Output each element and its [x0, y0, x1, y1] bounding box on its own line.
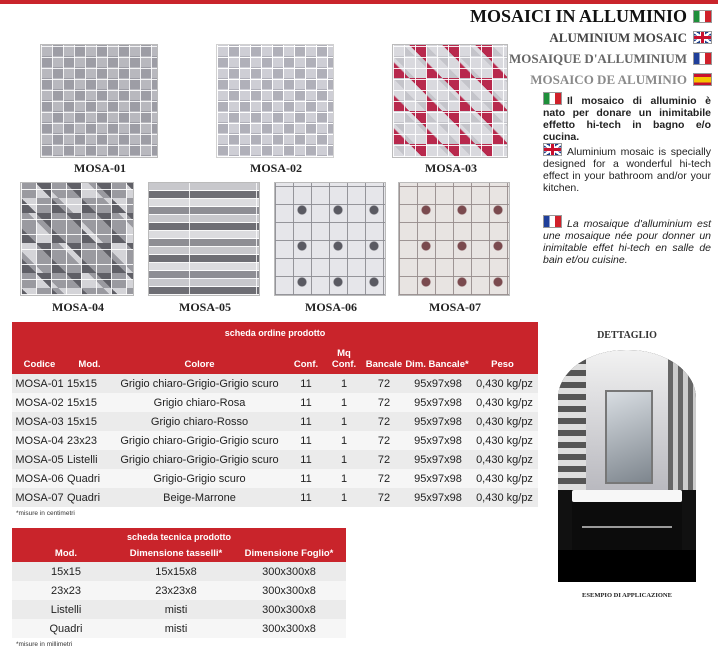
uk-flag-icon: [543, 143, 562, 156]
table-cell: MOSA-06: [15, 472, 64, 485]
mosaic-swatch: [20, 182, 134, 296]
table-cell: MOSA-01: [15, 377, 64, 390]
vanity-cabinet: [572, 502, 682, 552]
mirror: [605, 390, 653, 484]
table-cell: 72: [377, 377, 391, 390]
table-cell: 1: [340, 434, 348, 447]
table-cell: MOSA-05: [15, 453, 64, 466]
table-cell: 15x15: [51, 565, 81, 578]
table-cell: Grigio-Grigio scuro: [153, 472, 246, 485]
table-cell: 11: [300, 434, 312, 447]
table-cell: 72: [377, 434, 391, 447]
table-cell: 11: [300, 491, 312, 504]
table-cell: 0,430 kg/pz: [476, 377, 533, 390]
column-header: Dim. Bancale*: [405, 359, 469, 370]
table-cell: MOSA-07: [15, 491, 64, 504]
table-cell: 95x97x98: [414, 453, 462, 466]
table-cell: 11: [300, 453, 312, 466]
table-cell: 95x97x98: [414, 396, 462, 409]
tech-table-header: [12, 528, 346, 562]
table-cell: 300x300x8: [262, 603, 316, 616]
column-header: Mod.: [54, 548, 78, 559]
table-cell: 11: [300, 377, 312, 390]
table-cell: 11: [300, 472, 312, 485]
description-italian: Il mosaico di alluminio è nato per donare un inimitabile effetto hi-tech in bagno e/o cucina.: [543, 92, 711, 143]
order-table-header: [12, 322, 538, 374]
application-example-caption: ESEMPIO DI APPLICAZIONE: [582, 592, 672, 599]
column-header: Dimensione tasselli*: [129, 548, 223, 559]
italy-flag-icon: [693, 10, 712, 23]
table-cell: 0,430 kg/pz: [476, 434, 533, 447]
table-cell: 95x97x98: [414, 472, 462, 485]
table-cell: 1: [340, 377, 348, 390]
table-cell: 23x23x8: [155, 584, 197, 597]
table-cell: 0,430 kg/pz: [476, 415, 533, 428]
mosaic-wall-right: [668, 350, 696, 490]
table-cell: MOSA-02: [15, 396, 64, 409]
column-header: Mod.: [78, 359, 101, 370]
table-cell: 72: [377, 396, 391, 409]
mosaic-swatch: [392, 44, 508, 158]
table-cell: 1: [340, 472, 348, 485]
detail-title: DETTAGLIO: [597, 330, 657, 341]
mosaic-swatch: [216, 44, 334, 158]
table-row: [12, 374, 538, 393]
table-row: [12, 581, 346, 600]
title-italian: MOSAICI IN ALLUMINIO: [452, 6, 712, 27]
table-cell: Grigio chiaro-Grigio-Grigio scuro: [120, 377, 279, 390]
table-cell: 300x300x8: [262, 622, 316, 635]
france-flag-icon: [543, 215, 562, 228]
table-cell: 300x300x8: [262, 584, 316, 597]
column-header: Conf.: [293, 359, 319, 370]
spain-flag-icon: [693, 73, 712, 86]
table-cell: Grigio chiaro-Rosso: [150, 415, 249, 428]
table-cell: 95x97x98: [414, 491, 462, 504]
table-cell: 72: [377, 453, 391, 466]
tech-table-caption: scheda tecnica prodotto: [126, 532, 232, 542]
table-cell: Grigio chiaro-Grigio-Grigio scuro: [120, 434, 279, 447]
table-cell: 72: [377, 472, 391, 485]
table-cell: 15x15x8: [155, 565, 197, 578]
title-spanish: MOSAICO DE ALUMINIO: [452, 69, 712, 90]
column-header: Codice: [23, 359, 56, 370]
product-label: MOSA-02: [250, 161, 302, 175]
product-label: MOSA-07: [429, 300, 481, 314]
table-cell: misti: [164, 603, 188, 616]
product-label: MOSA-03: [425, 161, 477, 175]
column-header: Colore: [184, 359, 215, 370]
table-cell: misti: [164, 622, 188, 635]
mosaic-swatch: [148, 182, 260, 296]
table-row: [12, 431, 538, 450]
table-cell: 95x97x98: [414, 434, 462, 447]
floor: [558, 550, 696, 582]
table-cell: 11: [300, 415, 312, 428]
application-example-image: [558, 350, 696, 582]
tech-table: [12, 528, 346, 648]
description-english: Aluminium mosaic is specially designed for a wonderful hi-tech effect in your bathroom and/or your kitchen.: [543, 143, 711, 194]
table-cell: Beige-Marrone: [163, 491, 236, 504]
table-cell: 95x97x98: [414, 415, 462, 428]
mosaic-swatch: [398, 182, 510, 296]
table-cell: 0,430 kg/pz: [476, 453, 533, 466]
column-header: Mq Conf.: [331, 348, 357, 370]
table-cell: 1: [340, 415, 348, 428]
product-label: MOSA-04: [52, 300, 104, 314]
column-header: Peso: [491, 359, 514, 370]
order-table-body: [12, 374, 538, 507]
top-accent-line: [0, 0, 718, 4]
table-cell: 0,430 kg/pz: [476, 472, 533, 485]
france-flag-icon: [693, 52, 712, 65]
order-table-columns: [12, 348, 538, 370]
tech-table-footnote: *misure in millimetri: [16, 641, 73, 648]
title-french: MOSAIQUE D'ALLUMINIUM: [452, 48, 712, 69]
sink: [572, 490, 682, 502]
table-cell: 0,430 kg/pz: [476, 396, 533, 409]
table-cell: Quadri: [49, 622, 83, 635]
table-row: [12, 450, 538, 469]
tech-table-columns: [12, 548, 346, 559]
table-cell: 300x300x8: [262, 565, 316, 578]
uk-flag-icon: [693, 31, 712, 44]
table-cell: MOSA-04: [15, 434, 64, 447]
order-table-footnote: *misure in centimetri: [16, 510, 75, 517]
table-row: [12, 600, 346, 619]
product-label: MOSA-05: [179, 300, 231, 314]
table-cell: 72: [377, 415, 391, 428]
table-cell: 1: [340, 396, 348, 409]
table-row: [12, 619, 346, 638]
title-english: ALUMINIUM MOSAIC: [452, 27, 712, 48]
column-header: Dimensione Foglio*: [244, 548, 334, 559]
mosaic-swatch: [274, 182, 386, 296]
table-cell: 0,430 kg/pz: [476, 491, 533, 504]
table-row: [12, 562, 346, 581]
table-cell: Grigio chiaro-Rosa: [153, 396, 246, 409]
table-row: [12, 488, 538, 507]
table-cell: 11: [300, 396, 312, 409]
table-cell: 72: [377, 491, 391, 504]
table-cell: Listelli: [67, 453, 98, 466]
product-label: MOSA-01: [74, 161, 126, 175]
tech-table-body: [12, 562, 346, 638]
italy-flag-icon: [543, 92, 562, 105]
order-table-caption: scheda ordine prodotto: [224, 328, 326, 338]
order-table: [12, 322, 538, 517]
table-row: [12, 393, 538, 412]
table-cell: 15x15: [67, 415, 97, 428]
table-cell: 23x23: [67, 434, 97, 447]
table-row: [12, 412, 538, 431]
table-cell: MOSA-03: [15, 415, 64, 428]
table-cell: Quadri: [67, 472, 101, 485]
table-cell: 1: [340, 453, 348, 466]
description-french: La mosaique d'alluminium est une mosaique née pour donner un inimitable effet hi-tech en salle de bain et/ou cuisine.: [543, 215, 711, 266]
product-label: MOSA-06: [305, 300, 357, 314]
table-cell: 15x15: [67, 396, 97, 409]
table-cell: 95x97x98: [414, 377, 462, 390]
column-header: Bancale: [365, 359, 403, 370]
table-cell: Grigio chiaro-Grigio-Grigio scuro: [120, 453, 279, 466]
table-cell: 23x23: [51, 584, 81, 597]
mosaic-wall-left: [558, 350, 586, 490]
mosaic-swatch: [40, 44, 158, 158]
table-cell: Listelli: [50, 603, 82, 616]
table-cell: 1: [340, 491, 348, 504]
table-cell: Quadri: [67, 491, 101, 504]
table-cell: 15x15: [67, 377, 97, 390]
table-row: [12, 469, 538, 488]
